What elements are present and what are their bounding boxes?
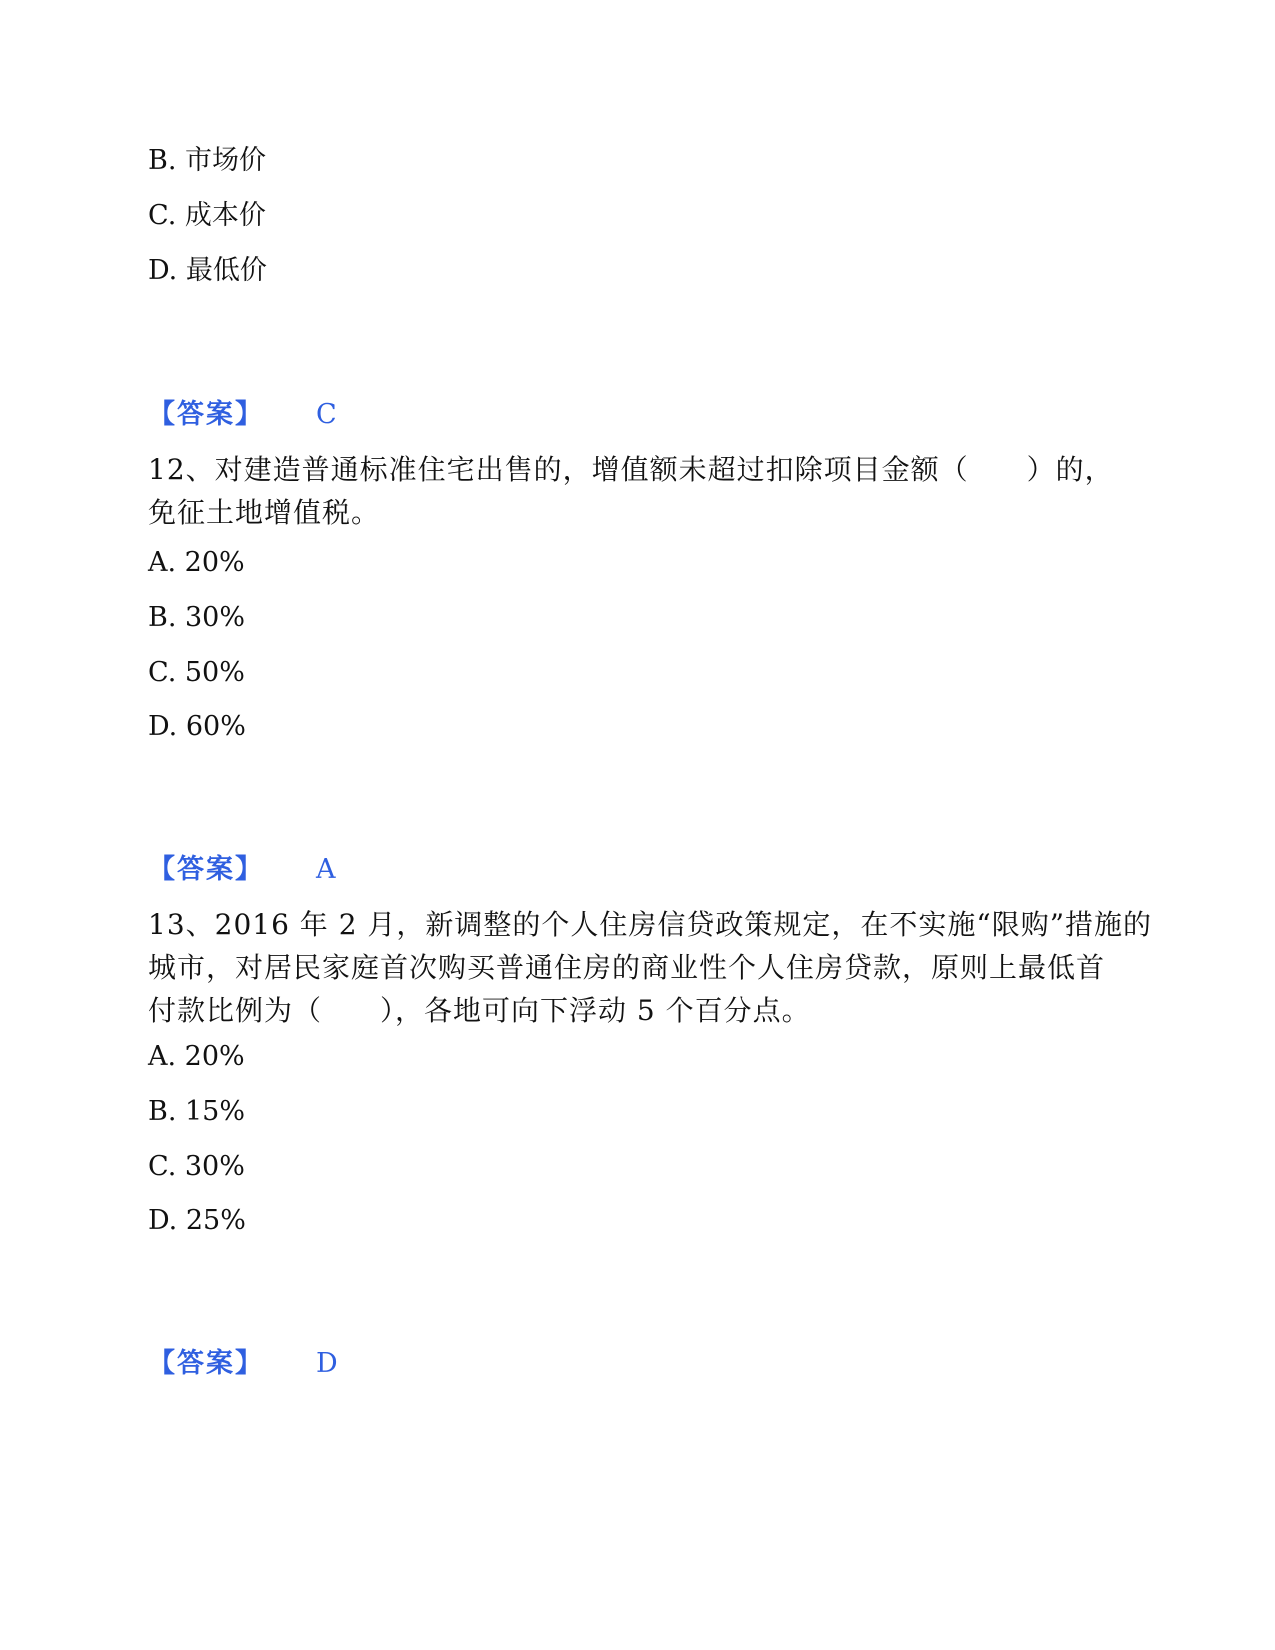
q13-option-a: A. 20% <box>148 1041 245 1072</box>
q13-stem-line-3: 付款比例为（ ），各地可向下浮动 5 个百分点。 <box>148 994 811 1027</box>
answer-value: D <box>316 1348 338 1379</box>
q12-option-d: D. 60% <box>148 711 246 742</box>
answer-tag: 【答案】 <box>148 399 264 430</box>
q11-option-c: C. 成本价 <box>148 200 266 231</box>
q12-stem-line-2: 免征土地增值税。 <box>148 496 381 529</box>
q11-option-d: D. 最低价 <box>148 255 267 286</box>
answer-value: C <box>316 399 337 430</box>
answer-value: A <box>316 854 336 885</box>
q13-stem-line-2: 城市，对居民家庭首次购买普通住房的商业性个人住房贷款，原则上最低首 <box>148 951 1106 984</box>
q12-option-c: C. 50% <box>148 657 245 688</box>
answer-tag: 【答案】 <box>148 1348 264 1379</box>
q13-option-d: D. 25% <box>148 1205 246 1236</box>
answer-tag: 【答案】 <box>148 854 264 885</box>
q11-option-b: B. 市场价 <box>148 145 267 176</box>
q13-stem-line-1: 13、2016 年 2 月，新调整的个人住房信贷政策规定，在不实施“限购”措施的 <box>148 908 1153 941</box>
q12-option-a: A. 20% <box>148 547 245 578</box>
q12-stem-line-1: 12、对建造普通标准住宅出售的，增值额未超过扣除项目金额（ ）的， <box>148 453 1114 486</box>
q11-answer <box>148 398 337 432</box>
q13-answer <box>148 1347 338 1381</box>
q12-answer <box>148 853 336 887</box>
q12-option-b: B. 30% <box>148 602 246 633</box>
q13-option-b: B. 15% <box>148 1096 246 1127</box>
q12-stem <box>148 448 1114 534</box>
q13-stem <box>148 903 1153 1032</box>
q13-option-c: C. 30% <box>148 1151 245 1182</box>
